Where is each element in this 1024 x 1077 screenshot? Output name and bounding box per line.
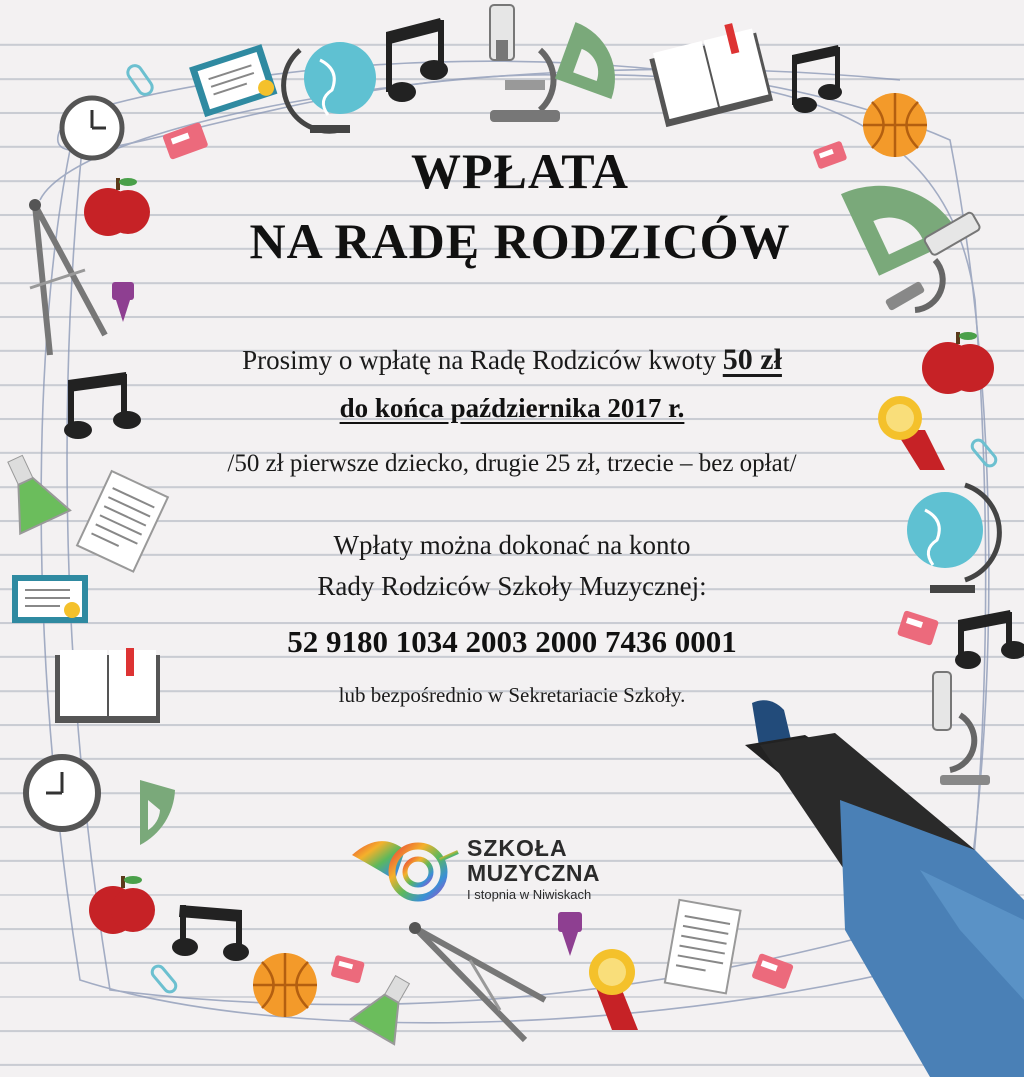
logo-line-3: I stopnia w Niwiskach [467, 887, 592, 902]
french-horn-icon [352, 841, 458, 898]
basketball-icon [253, 953, 317, 1017]
protractor-icon [140, 780, 175, 845]
sharpener-icon [330, 955, 365, 984]
payment-deadline: do końca października 2017 r. [339, 393, 685, 423]
pin-icon [112, 282, 134, 322]
alternative-payment: lub bezpośrednio w Sekretariacie Szkoły. [338, 683, 686, 707]
protractor-icon [555, 22, 632, 99]
globe-icon [284, 42, 376, 133]
medal-icon [589, 949, 638, 1030]
flask-icon [351, 967, 424, 1044]
paper-icon [665, 900, 741, 993]
school-logo [467, 836, 600, 904]
clock-icon [26, 757, 98, 829]
pin-icon [558, 912, 582, 956]
diploma-icon [189, 44, 277, 117]
microscope-icon [490, 5, 560, 122]
logo-line-1: SZKOŁA [467, 835, 568, 861]
payment-request [0, 343, 1024, 377]
title-line-1: WPŁATA [410, 143, 630, 199]
sharpener-icon [751, 953, 794, 990]
music-note-icon [386, 18, 448, 102]
payment-request-text: Prosimy o wpłatę na Radę Rodziców kwoty [242, 345, 723, 375]
paperclip-icon [125, 63, 155, 97]
book-icon [646, 18, 773, 127]
title-line-2: NA RADĘ RODZICÓW [249, 213, 791, 269]
paperclip-icon [150, 964, 178, 995]
music-note-icon [792, 45, 842, 113]
logo-line-2: MUZYCZNA [467, 860, 601, 886]
account-number: 52 9180 1034 2003 2000 7436 0001 [287, 624, 737, 659]
music-note-icon [172, 905, 249, 961]
apple-icon [89, 876, 155, 934]
account-intro-1: Wpłaty można dokonać na konto [333, 530, 691, 560]
account-intro-2: Rady Rodziców Szkoły Muzycznej: [317, 571, 707, 601]
pricing-note: /50 zł pierwsze dziecko, drugie 25 zł, trzecie – bez opłat/ [227, 450, 797, 477]
payment-amount: 50 zł [722, 343, 782, 376]
